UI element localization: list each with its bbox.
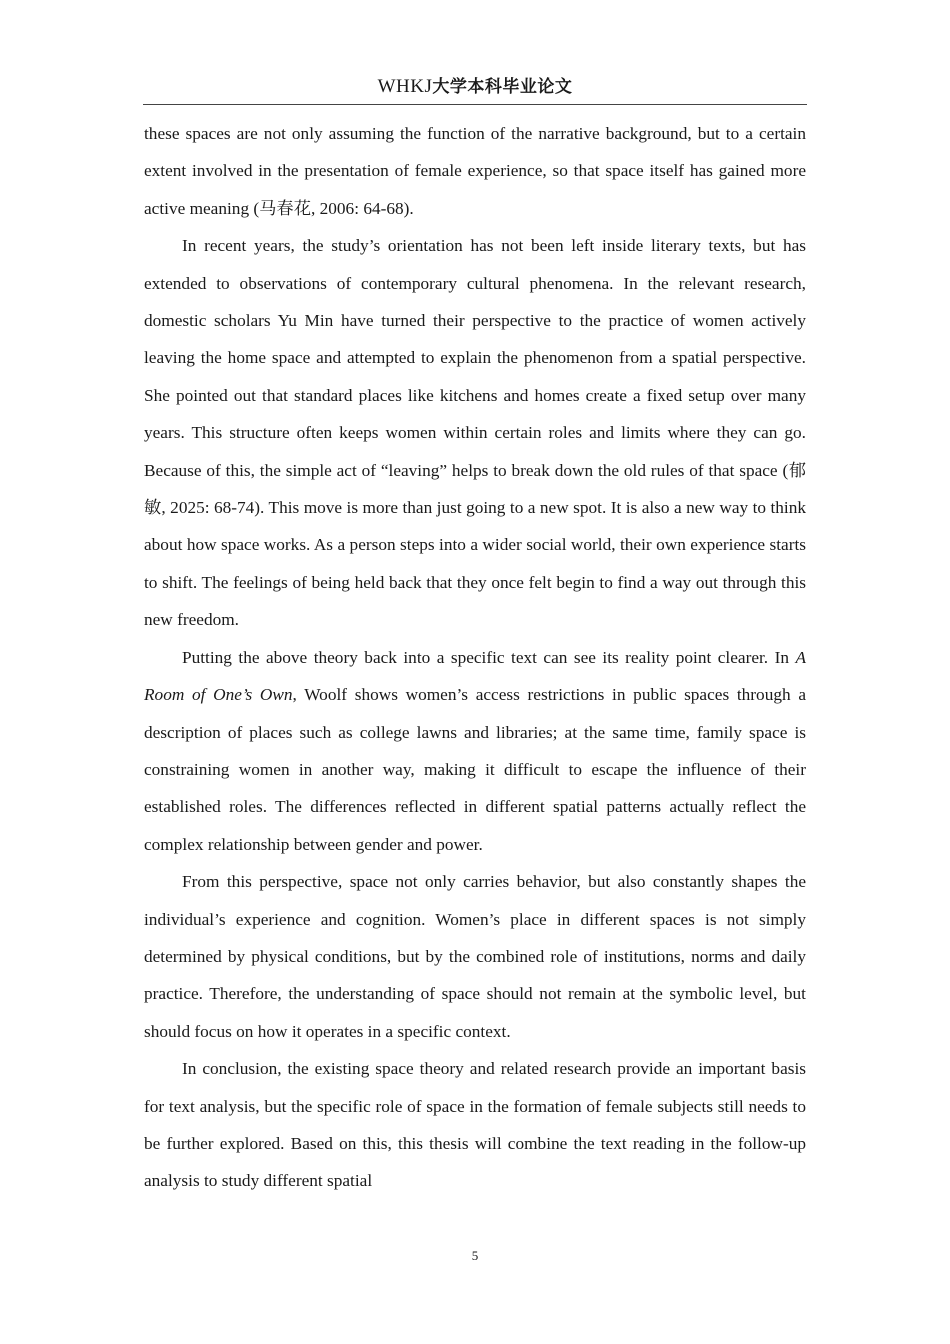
header-rule — [143, 104, 807, 105]
paragraph-3 — [144, 639, 806, 863]
document-body — [144, 115, 806, 1200]
running-header — [0, 74, 950, 100]
paragraph-1: these spaces are not only assuming the function of the narrative background, but to a certain extent involved in the presentation of female experience, so that space itself has gained more active meaning (马春花, 2006: 64-68). — [144, 124, 806, 218]
book-title: A Room of One’s Own — [144, 647, 806, 705]
header-latin: WHKJ — [377, 76, 433, 97]
paragraph-5: In conclusion, the existing space theory and related research provide an important basis for text analysis, but the specific role of space in the formation of female subjects still needs to be further explored. Based on this, this thesis will combine the text reading in the follow-up analysis to study different spatial — [144, 1059, 806, 1191]
paragraph-2: In recent years, the study’s orientation has not been left inside literary texts, but has extended to observations of contemporary cultural phenomena. In the relevant research, domestic scholars Yu Min have turned their perspective to the practice of women actively leaving the home space and attempted to explain the phenomenon from a spatial perspective. She pointed out that standard places like kitchens and homes create a fixed setup over many years. This structure often keeps women within certain roles and limits where they can go. Because of this, the simple act of “leaving” helps to break down the old rules of that space (郁敏, 2025: 68-74). This move is more than just going to a new spot. It is also a new way to think about how space works. As a person steps into a wider social world, their own experience starts to shift. The feelings of being held back that they once felt begin to find a way out through this new freedom. — [144, 236, 806, 630]
paragraph-3-after: , Woolf shows women’s access restrictions in public spaces through a description of places such as college lawns and libraries; at the same time, family space is constraining women in another way, making it difficult to escape the influence of their established roles. The differences reflected in different spatial patterns actually reflect the complex relationship between gender and power. — [144, 685, 806, 854]
paragraph-4: From this perspective, space not only carries behavior, but also constantly shapes the individual’s experience and cognition. Women’s place in different spaces is not simply determined by physical conditions, but by the combined role of institutions, norms and daily practice. Therefore, the understanding of space should not remain at the symbolic level, but should focus on how it operates in a specific context. — [144, 872, 806, 1041]
page-number: 5 — [471, 1248, 479, 1263]
header-chinese: 大学本科毕业论文 — [432, 77, 573, 97]
paragraph-3-before: Putting the above theory back into a specific text can see its reality point clearer. In — [182, 647, 796, 667]
